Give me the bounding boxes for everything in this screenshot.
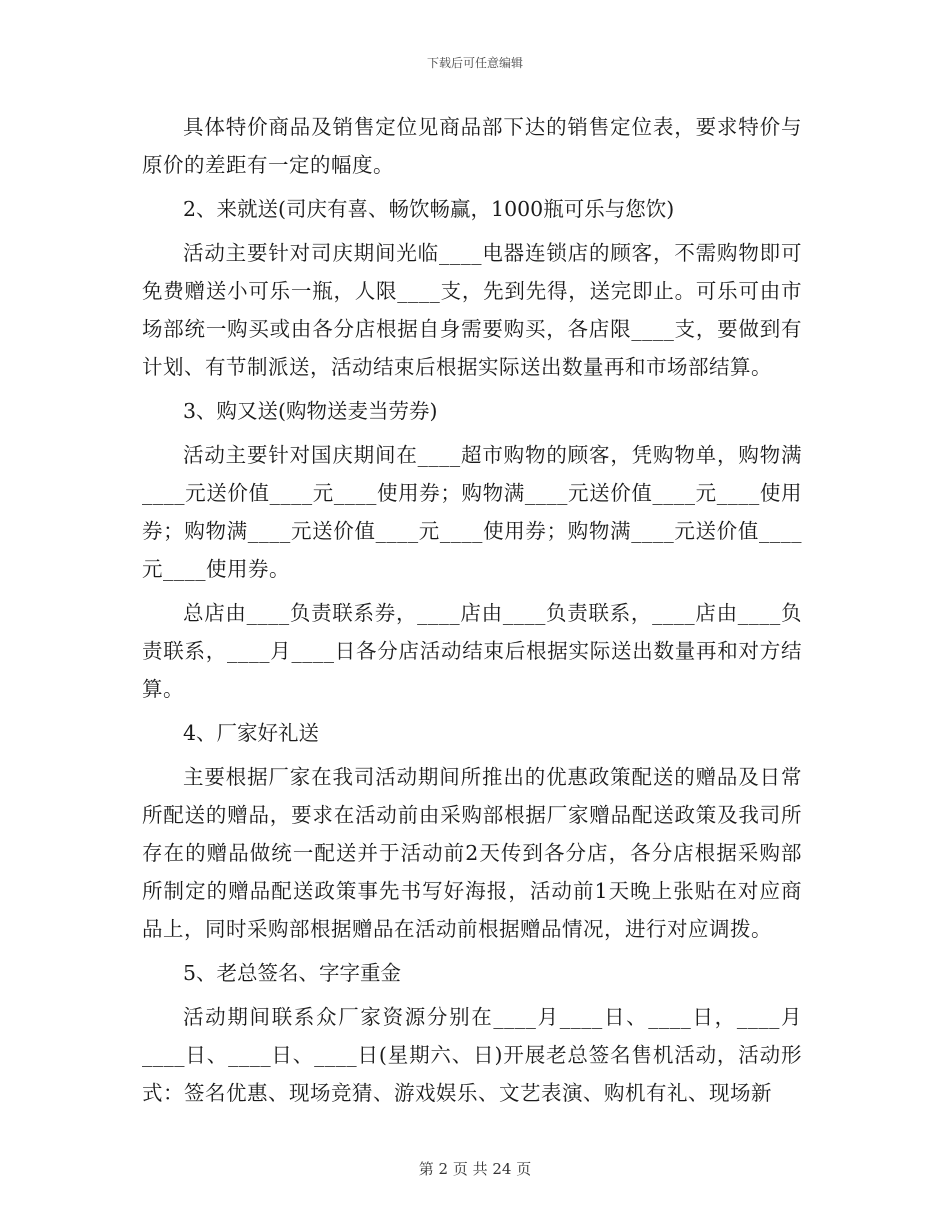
section-heading-5: 5、老总签名、字字重金 [183,961,402,985]
document-body [142,108,802,1118]
page-footer: 第 2 页 共 24 页 [418,1160,532,1178]
paragraph-manufacturer-gifts: 主要根据厂家在我司活动期间所推出的优惠政策配送的赠品及日常所配送的赠品，要求在活动前由采购部根据厂家赠品配送政策及我司所存在的赠品做统一配送并于活动前2天传到各分店，各分店根据采购部所制定的赠品配送政策事先书写好海报，活动前1天晚上张贴在对应商品上，同时采购部根据赠品在活动前根据赠品情况，进行对应调拨。 [142,765,802,941]
section-heading-3: 3、购又送(购物送麦当劳券) [183,399,438,423]
section-heading-4: 4、厂家好礼送 [183,721,320,745]
paragraph-special-price: 具体特价商品及销售定位见商品部下达的销售定位表，要求特价与原价的差距有一定的幅度。 [142,115,802,177]
paragraph-signature-event: 活动期间联系众厂家资源分别在____月____日、____日，____月____日、____日、____日(星期六、日)开展老总签名售机活动，活动形式：签名优惠、现场竞猜、游戏娱乐、文艺表演、购机有礼、现场新 [142,1005,802,1105]
section-heading-2: 2、来就送(司庆有喜、畅饮畅赢，1000瓶可乐与您饮) [183,197,675,221]
page-header: 下载后可任意编辑 [426,56,523,70]
paragraph-cola-gift: 活动主要针对司庆期间光临____电器连锁店的顾客，不需购物即可免费赠送小可乐一瓶，人限____支，先到先得，送完即止。可乐可由市场部统一购买或由各分店根据自身需要购买，各店限____支，要做到有计划、有节制派送，活动结束后根据实际送出数量再和市场部结算。 [142,241,802,379]
paragraph-voucher: 活动主要针对国庆期间在____超市购物的顾客，凭购物单，购物满____元送价值____元____使用券；购物满____元送价值____元____使用券；购物满____元送价值____元____使用券；购物满____元送价值____元____使用券。 [142,443,802,581]
paragraph-contact: 总店由____负责联系券，____店由____负责联系，____店由____负责联系，____月____日各分店活动结束后根据实际送出数量再和对方结算。 [142,601,802,701]
